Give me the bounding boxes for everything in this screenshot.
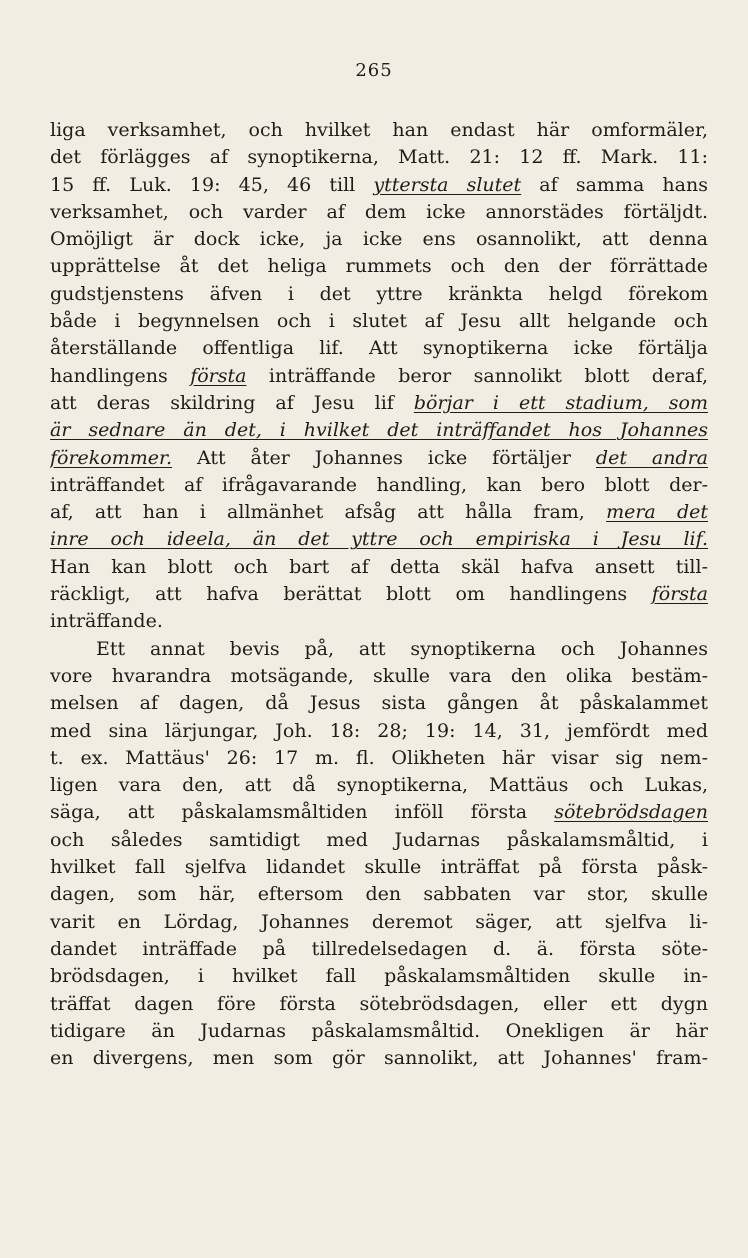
- text-segment: med sina lärjungar, Joh. 18: 28; 19: 14, 31, jemfördt med: [50, 719, 708, 742]
- text-line: [50, 772, 708, 799]
- emphasized-text: inre och ideela, än det yttre och empiriska i Jesu lif.: [50, 528, 708, 551]
- text-segment: att deras skildring af Jesu lif: [50, 391, 414, 414]
- page-number: 265: [355, 60, 393, 81]
- text-segment: af samma hans: [521, 173, 708, 196]
- text-line: [50, 963, 708, 990]
- text-line: [50, 253, 708, 280]
- text-segment: upprättelse åt det heliga rummets och den der förrättade: [50, 255, 708, 278]
- text-line: [50, 445, 708, 472]
- text-line: [50, 718, 708, 745]
- text-line: [50, 936, 708, 963]
- text-line: [50, 881, 708, 908]
- text-segment: dagen, som här, eftersom den sabbaten var stor, skulle: [50, 883, 708, 906]
- text-segment: liga verksamhet, och hvilket han endast här omformäler,: [50, 119, 708, 141]
- text-segment: melsen af dagen, då Jesus sista gången åt påskalammet: [50, 692, 708, 715]
- text-segment: säga, att påskalamsmåltiden inföll första: [50, 801, 555, 824]
- emphasized-text: första: [190, 364, 247, 387]
- text-line: [50, 827, 708, 854]
- text-segment: både i begynnelsen och i slutet af Jesu allt helgande och: [50, 310, 708, 333]
- emphasized-text: första: [651, 583, 708, 606]
- text-segment: dandet inträffade på tillredelsedagen d. ä. första söte-: [50, 937, 708, 960]
- text-line: [50, 608, 708, 635]
- text-line: [50, 172, 708, 199]
- text-segment: varit en Lördag, Johannes deremot säger, att sjelfva li-: [50, 910, 708, 933]
- text-line: [50, 991, 708, 1018]
- emphasized-text: det andra: [595, 446, 708, 469]
- text-segment: brödsdagen, i hvilket fall påskalamsmåltiden skulle in-: [50, 965, 708, 988]
- text-segment: Han kan blott och bart af detta skäl hafva ansett till-: [50, 555, 708, 578]
- emphasized-text: yttersta slutet: [373, 173, 522, 196]
- text-segment: inträffande beror sannolikt blott deraf,: [246, 364, 708, 387]
- text-segment: Omöjligt är dock icke, ja icke ens osannolikt, att denna: [50, 228, 708, 251]
- text-segment: räckligt, att hafva berättat blott om handlingens: [50, 583, 652, 606]
- text-segment: ligen vara den, att då synoptikerna, Mattäus och Lukas,: [50, 774, 708, 797]
- text-line: [50, 226, 708, 253]
- text-segment: hvilket fall sjelfva lidandet skulle inträffat på första påsk-: [50, 856, 708, 879]
- text-line: [50, 1045, 708, 1072]
- text-segment: gudstjenstens äfven i det yttre kränkta helgd förekom: [50, 282, 708, 305]
- text-segment: och således samtidigt med Judarnas påskalamsmåltid, i: [50, 828, 708, 851]
- text-line: [50, 799, 708, 826]
- text-line: [50, 526, 708, 553]
- text-line: [50, 581, 708, 608]
- emphasized-text: mera det: [606, 501, 708, 524]
- text-segment: det förlägges af synoptikerna, Matt. 21: 12 ff. Mark. 11:: [50, 146, 708, 169]
- text-line: [50, 363, 708, 390]
- text-segment: vore hvarandra motsägande, skulle vara den olika bestäm-: [50, 664, 708, 687]
- text-line: [50, 199, 708, 226]
- text-line: [50, 472, 708, 499]
- text-segment: af, att han i allmänhet afsåg att hålla fram,: [50, 501, 607, 524]
- text-segment: tidigare än Judarnas påskalamsmåltid. Onekligen är här: [50, 1019, 708, 1042]
- emphasized-text: börjar i ett stadium, som: [413, 391, 708, 414]
- text-line: [50, 690, 708, 717]
- text-line: [50, 909, 708, 936]
- text-segment: t. ex. Mattäus' 26: 17 m. fl. Olikheten här visar sig nem-: [50, 746, 708, 769]
- emphasized-text: är sednare än det, i hvilket det inträffandet hos Johannes: [50, 419, 708, 442]
- text-segment: inträffandet af ifrågavarande handling, kan bero blott der-: [50, 473, 708, 496]
- text-segment: återställande offentliga lif. Att synoptikerna icke förtälja: [50, 337, 708, 360]
- text-line: [50, 663, 708, 690]
- text-line: [50, 745, 708, 772]
- text-segment: Ett annat bevis på, att synoptikerna och Johannes: [96, 637, 708, 660]
- text-segment: handlingens: [50, 364, 191, 387]
- text-segment: inträffande.: [50, 610, 163, 633]
- text-segment: träffat dagen före första sötebrödsdagen, eller ett dygn: [50, 992, 708, 1015]
- text-line: [50, 281, 708, 308]
- text-line: [50, 144, 708, 171]
- text-line: [50, 854, 708, 881]
- text-line: [50, 554, 708, 581]
- text-line: [50, 308, 708, 335]
- body-text: [50, 117, 708, 1072]
- emphasized-text: sötebrödsdagen: [554, 801, 708, 824]
- emphasized-text: förekommer.: [50, 446, 173, 469]
- text-line: [50, 417, 708, 444]
- text-segment: 15 ff. Luk. 19: 45, 46 till: [50, 173, 374, 196]
- text-line: [50, 117, 708, 144]
- text-segment: en divergens, men som gör sannolikt, att Johannes' fram-: [50, 1047, 708, 1070]
- text-line: [50, 390, 708, 417]
- text-line: [50, 499, 708, 526]
- text-line: [50, 335, 708, 362]
- text-segment: Att åter Johannes icke förtäljer: [172, 446, 596, 469]
- text-segment: verksamhet, och varder af dem icke annorstädes förtäljdt.: [50, 200, 708, 223]
- text-line: [50, 636, 708, 663]
- text-line: [50, 1018, 708, 1045]
